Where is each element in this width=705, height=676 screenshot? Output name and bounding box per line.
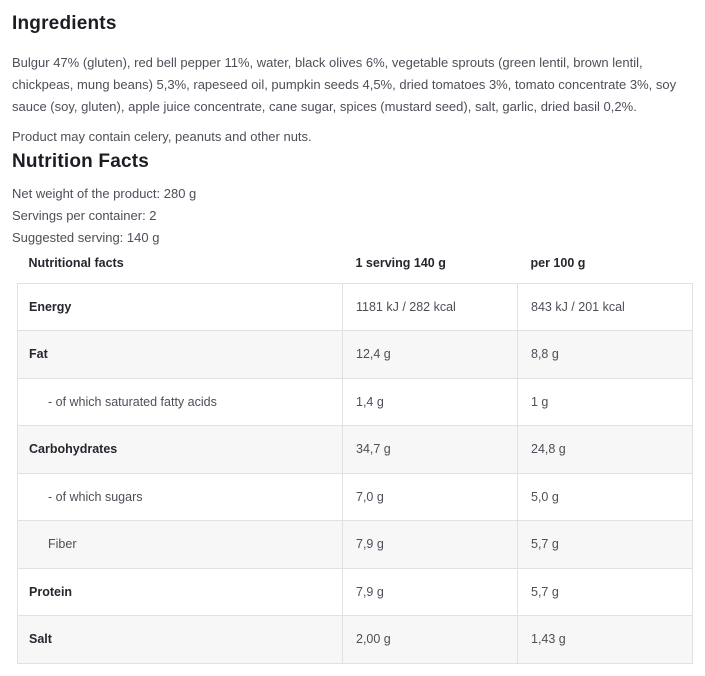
serving-value-cell: 7,9 g <box>343 568 518 616</box>
suggested-serving-line: Suggested serving: 140 g <box>12 230 160 245</box>
serving-value-cell: 2,00 g <box>343 616 518 664</box>
per100-value-cell: 5,0 g <box>518 473 693 521</box>
net-weight-line: Net weight of the product: 280 g <box>12 186 197 201</box>
nutrition-table-body <box>18 283 693 663</box>
table-row <box>18 426 693 474</box>
nutrient-label-cell: Energy <box>18 283 343 331</box>
nutrient-label-cell: Fat <box>18 331 343 379</box>
ingredients-paragraph: Bulgur 47% (gluten), red bell pepper 11%, water, black olives 6%, vegetable sprouts (green lentil, brown lentil, chickpeas, mung beans) 5,3%, rapeseed oil, pumpkin seeds 4,5%, dried tomatoes 3%, tomato concentrate 3%, soy sauce (soy, gluten), apple juice concentrate, cane sugar, spices (mustard seed), salt, garlic, dried basil 0,2%. <box>12 55 677 114</box>
table-row <box>18 331 693 379</box>
nutrient-label-cell: Carbohydrates <box>18 426 343 474</box>
table-row <box>18 616 693 664</box>
per100-value-cell: 1,43 g <box>518 616 693 664</box>
serving-value-cell: 7,9 g <box>343 521 518 569</box>
nutrient-label-cell: Fiber <box>18 521 343 569</box>
per100-value-cell: 1 g <box>518 378 693 426</box>
table-row <box>18 473 693 521</box>
serving-value-cell: 7,0 g <box>343 473 518 521</box>
allergen-note: Product may contain celery, peanuts and other nuts. <box>12 129 312 144</box>
nutrient-label-cell: - of which saturated fatty acids <box>18 378 343 426</box>
table-row <box>18 378 693 426</box>
per100-value-cell: 5,7 g <box>518 521 693 569</box>
nutrient-label-cell: Salt <box>18 616 343 664</box>
table-header-row <box>18 249 693 283</box>
serving-value-cell: 12,4 g <box>343 331 518 379</box>
serving-value-cell: 34,7 g <box>343 426 518 474</box>
per100-value-cell: 843 kJ / 201 kcal <box>518 283 693 331</box>
nutrition-table <box>17 249 693 664</box>
nutrient-label-cell: Protein <box>18 568 343 616</box>
table-header-per100: per 100 g <box>530 255 586 270</box>
ingredients-heading: Ingredients <box>12 13 117 34</box>
nutrition-facts-heading: Nutrition Facts <box>12 151 150 172</box>
table-row <box>18 283 693 331</box>
nutrition-meta-block <box>12 183 692 249</box>
serving-value-cell: 1181 kJ / 282 kcal <box>343 283 518 331</box>
per100-value-cell: 8,8 g <box>518 331 693 379</box>
per100-value-cell: 5,7 g <box>518 568 693 616</box>
serving-value-cell: 1,4 g <box>343 378 518 426</box>
table-row <box>18 521 693 569</box>
per100-value-cell: 24,8 g <box>518 426 693 474</box>
table-header-serving: 1 serving 140 g <box>355 255 446 270</box>
table-header-nutritional-facts: Nutritional facts <box>28 255 124 270</box>
table-row <box>18 568 693 616</box>
servings-per-container-line: Servings per container: 2 <box>12 208 157 223</box>
nutrient-label-cell: - of which sugars <box>18 473 343 521</box>
